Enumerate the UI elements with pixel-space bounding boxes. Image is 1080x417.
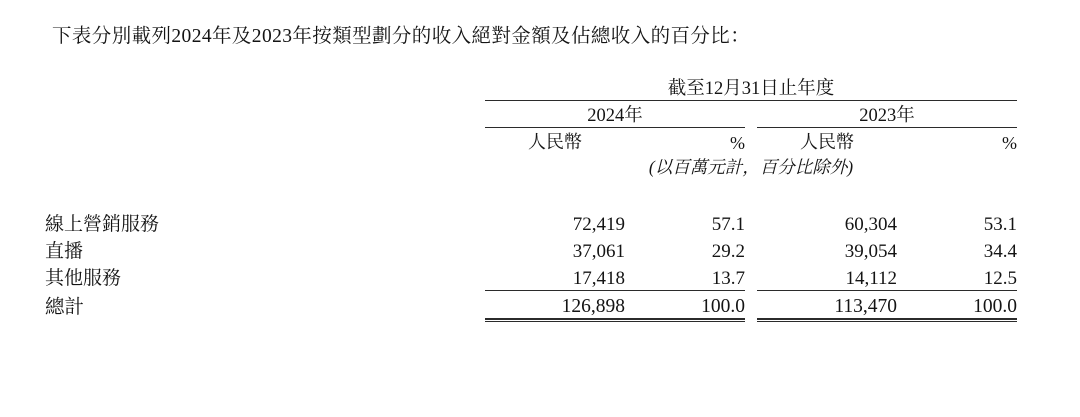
row-2024-amount: 37,061 [572, 241, 625, 262]
table-row [45, 263, 1017, 290]
table-year-header-row [45, 101, 1017, 128]
table-row [45, 209, 1017, 236]
rule-under-total [45, 319, 1017, 321]
header-year-2023: 2023年 [859, 106, 915, 126]
total-2024-pct: 100.0 [701, 296, 745, 317]
header-rmb-2023: 人民幣 [800, 132, 854, 152]
total-2024-amount: 126,898 [561, 296, 625, 317]
row-2023-pct: 53.1 [983, 214, 1017, 235]
row-label: 其他服務 [45, 268, 122, 289]
row-2024-pct: 29.2 [711, 241, 745, 262]
row-2024-amount: 72,419 [572, 214, 625, 235]
table-total-row [45, 291, 1017, 319]
total-2023-pct: 100.0 [973, 296, 1017, 317]
row-label: 直播 [45, 241, 84, 262]
header-year-2024: 2024年 [587, 106, 643, 126]
table-row [45, 236, 1017, 263]
total-label: 總計 [45, 296, 85, 318]
row-2024-pct: 57.1 [711, 214, 745, 235]
table-column-header-row [45, 128, 1017, 154]
revenue-breakdown-table [45, 74, 1017, 322]
table-unit-note-row [45, 154, 1017, 179]
row-2023-pct: 12.5 [983, 267, 1017, 289]
header-period: 截至12月31日止年度 [667, 79, 835, 99]
row-2023-amount: 14,112 [845, 267, 897, 289]
row-2023-amount: 39,054 [844, 241, 897, 262]
row-2024-amount: 17,418 [572, 267, 625, 289]
row-2023-amount: 60,304 [844, 214, 897, 235]
header-pct-2024: % [730, 133, 745, 153]
row-label: 線上營銷服務 [45, 214, 160, 235]
intro-paragraph: 下表分別載列2024年及2023年按類型劃分的收入絕對金額及佔總收入的百分比： [52, 26, 751, 47]
unit-note: (以百萬元計，百分比除外) [648, 157, 854, 177]
header-rmb-2024: 人民幣 [528, 132, 582, 152]
header-pct-2023: % [1002, 133, 1017, 153]
table-spacer [45, 179, 1017, 209]
table-top-header-row [45, 74, 1017, 101]
row-2023-pct: 34.4 [983, 241, 1017, 262]
row-2024-pct: 13.7 [711, 267, 745, 289]
total-2023-amount: 113,470 [834, 296, 897, 317]
